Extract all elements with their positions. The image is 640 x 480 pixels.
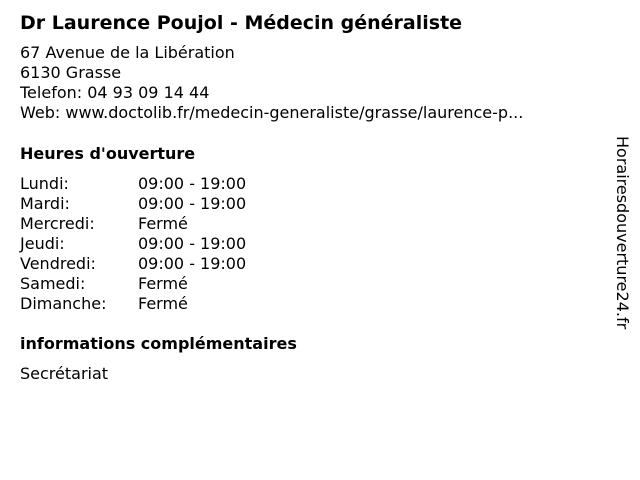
extra-info-text: Secrétariat	[20, 364, 109, 383]
hours-day: Mercredi:	[20, 214, 95, 233]
hours-day: Dimanche:	[20, 294, 107, 313]
contact-block	[20, 43, 523, 123]
hours-time: 09:00 - 19:00	[138, 234, 247, 253]
page-title: Dr Laurence Poujol - Médecin généraliste	[20, 12, 463, 34]
phone-number: Telefon: 04 93 09 14 44	[20, 83, 210, 102]
hours-day: Lundi:	[20, 174, 69, 193]
hours-day: Mardi:	[20, 194, 70, 213]
address-city: 6130 Grasse	[20, 63, 122, 82]
hours-time: 09:00 - 19:00	[138, 174, 247, 193]
hours-time: Fermé	[138, 214, 188, 233]
hours-time: 09:00 - 19:00	[138, 194, 247, 213]
hours-day: Samedi:	[20, 274, 86, 293]
hours-time: Fermé	[138, 294, 188, 313]
address-street: 67 Avenue de la Libération	[20, 43, 235, 62]
hours-time: 09:00 - 19:00	[138, 254, 247, 273]
site-watermark-label: Horairesdouverture24.fr	[613, 136, 632, 330]
extra-info-heading: informations complémentaires	[20, 334, 297, 353]
hours-day: Vendredi:	[20, 254, 96, 273]
hours-day: Jeudi:	[20, 234, 65, 253]
website-link[interactable]: Web: www.doctolib.fr/medecin-generaliste/grasse/laurence-p...	[20, 103, 524, 122]
hours-heading: Heures d'ouverture	[20, 144, 196, 163]
hours-time: Fermé	[138, 274, 188, 293]
